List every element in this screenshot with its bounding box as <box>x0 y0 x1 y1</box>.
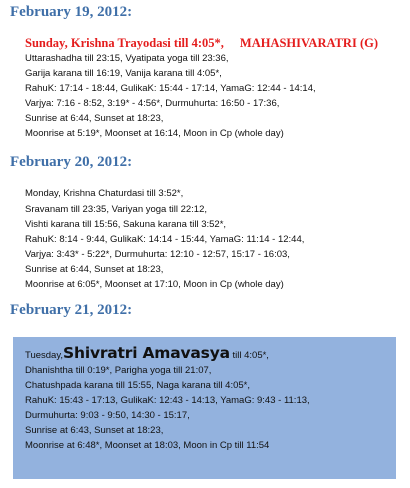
panchang-line: Sunrise at 6:43, Sunset at 18:23, <box>25 425 164 436</box>
date-heading-feb-21: February 21, 2012: <box>10 302 133 318</box>
panchang-line: Sunrise at 6:44, Sunset at 18:23, <box>25 113 164 124</box>
panchang-line: Chatushpada karana till 15:55, Naga karana till 4:05*, <box>25 380 250 391</box>
event-title-feb-21 <box>25 343 269 366</box>
panchang-line: Sunrise at 6:44, Sunset at 18:23, <box>25 264 164 275</box>
panchang-line: Moonrise at 6:48*, Moonset at 18:03, Moon in Cp till 11:54 <box>25 440 270 451</box>
panchang-line: Vishti karana till 15:56, Sakuna karana till 3:52*, <box>25 219 227 230</box>
panchang-line: Uttarashadha till 23:15, Vyatipata yoga till 23:36, <box>25 53 229 64</box>
panchang-line: RahuK: 8:14 - 9:44, GulikaK: 14:14 - 15:44, YamaG: 11:14 - 12:44, <box>25 234 305 245</box>
panchang-line: Moonrise at 6:05*, Moonset at 17:10, Moon in Cp (whole day) <box>25 279 284 290</box>
panchang-line: Garija karana till 16:19, Vanija karana till 4:05*, <box>25 68 222 79</box>
panchang-line: Varjya: 3:43* - 5:22*, Durmuhurta: 12:10 - 12:57, 15:17 - 16:03, <box>25 249 290 260</box>
event-day-suffix: till 4:05*, <box>229 350 269 361</box>
panchang-line: RahuK: 17:14 - 18:44, GulikaK: 15:44 - 17:14, YamaG: 12:44 - 14:14, <box>25 83 316 94</box>
highlight-box-feb-21 <box>13 337 396 479</box>
event-title-name: Shivratri Amavasya <box>63 344 230 362</box>
event-title-name: MAHASHIVARATRI (G) <box>239 36 378 50</box>
panchang-line: Dhanishtha till 0:19*, Parigha yoga till 21:07, <box>25 365 212 376</box>
date-heading-feb-19: February 19, 2012: <box>10 4 133 20</box>
panchang-line: Monday, Krishna Chaturdasi till 3:52*, <box>25 188 184 199</box>
panchang-line: Durmuhurta: 9:03 - 9:50, 14:30 - 15:17, <box>25 410 190 421</box>
panchang-line: Moonrise at 5:19*, Moonset at 16:14, Moon in Cp (whole day) <box>25 128 284 139</box>
event-title-day: Sunday, Krishna Trayodasi till 4:05*, <box>25 36 224 50</box>
date-heading-feb-20: February 20, 2012: <box>10 154 133 170</box>
panchang-line: RahuK: 15:43 - 17:13, GulikaK: 12:43 - 14:13, YamaG: 9:43 - 11:13, <box>25 395 310 406</box>
panchang-line: Sravanam till 23:35, Variyan yoga till 22:12, <box>25 204 208 215</box>
event-title-feb-19 <box>25 36 378 51</box>
event-day-prefix: Tuesday, <box>25 350 64 361</box>
panchang-line: Varjya: 7:16 - 8:52, 3:19* - 4:56*, Durmuhurta: 16:50 - 17:36, <box>25 98 280 109</box>
